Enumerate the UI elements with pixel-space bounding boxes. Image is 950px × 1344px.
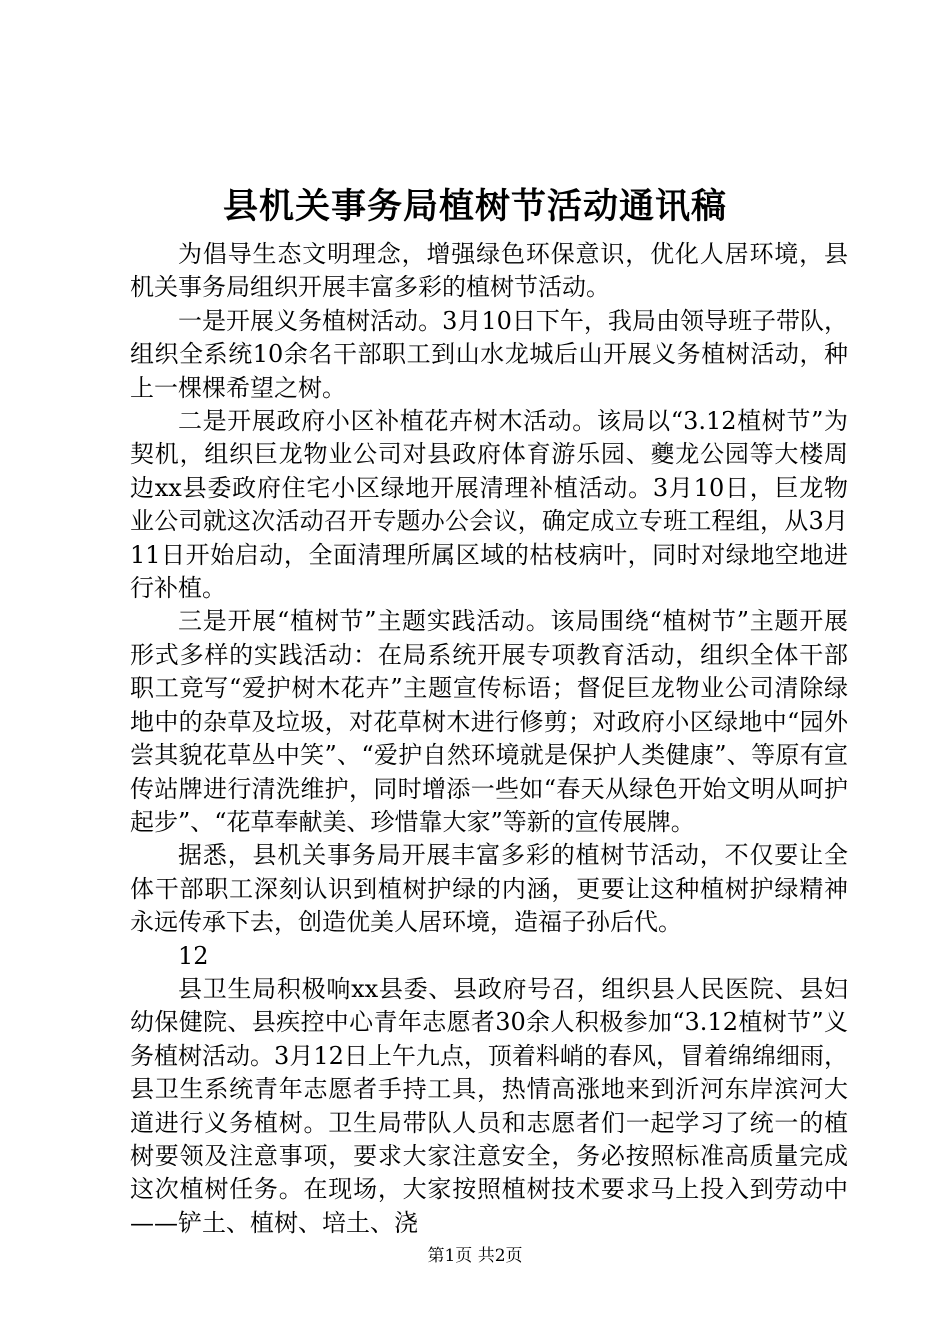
section-number: 12 [178,941,209,970]
paragraph-intro: 为倡导生态文明理念，增强绿色环保意识，优化人居环境，县机关事务局组织开展丰富多彩的植树节活动。 [130,240,848,302]
document-title: 县机关事务局植树节活动通讯稿 [222,186,727,227]
page-number: 第1页 共2页 [427,1246,523,1266]
paragraph-first-activity: 一是开展义务植树活动。3月10日下午，我局由领导班子带队，组织全系统10余名干部职工到山水龙城后山开展义务植树活动，种上一棵棵希望之树。 [130,306,848,402]
paragraph-second-activity: 二是开展政府小区补植花卉树木活动。该局以“3.12植树节”为契机，组织巨龙物业公司对县政府体育游乐园、夔龙公园等大楼周边xx县委政府住宅小区绿地开展清理补植活动。3月10日，巨龙物业公司就这次活动召开专题办公会议，确定成立专班工程组，从3月11日开始启动，全面清理所属区域的枯枝病叶，同时对绿地空地进行补植。 [130,407,848,603]
paragraph-health-bureau: 县卫生局积极响xx县委、县政府号召，组织县人民医院、县妇幼保健院、县疾控中心青年志愿者30余人积极参加“3.12植树节”义务植树活动。3月12日上午九点，顶着料峭的春风，冒着绵绵细雨，县卫生系统青年志愿者手持工具，热情高涨地来到沂河东岸滨河大道进行义务植树。卫生局带队人员和志愿者们一起学习了统一的植树要领及注意事项，要求大家注意安全，务必按照标准高质量完成这次植树任务。在现场，大家按照植树技术要求马上投入到劳动中——铲土、植树、培土、浇 [130,974,848,1237]
paragraph-third-activity: 三是开展“植树节”主题实践活动。该局围绕“植树节”主题开展形式多样的实践活动：在局系统开展专项教育活动，组织全体干部职工竞写“爱护树木花卉”主题宣传标语；督促巨龙物业公司清除绿地中的杂草及垃圾，对花草树木进行修剪；对政府小区绿地中“园外尝其貌花草丛中笑”、“爱护自然环境就是保护人类健康”、等原有宣传站牌进行清洗维护，同时增添一些如“春天从绿色开始文明从呵护起步”、“花草奉献美、珍惜靠大家”等新的宣传展牌。 [130,607,848,836]
document-body [130,238,848,1240]
paragraph-conclusion: 据悉，县机关事务局开展丰富多彩的植树节活动，不仅要让全体干部职工深刻认识到植树护绿的内涵，更要让这种植树护绿精神永远传承下去，创造优美人居环境，造福子孙后代。 [130,841,848,937]
